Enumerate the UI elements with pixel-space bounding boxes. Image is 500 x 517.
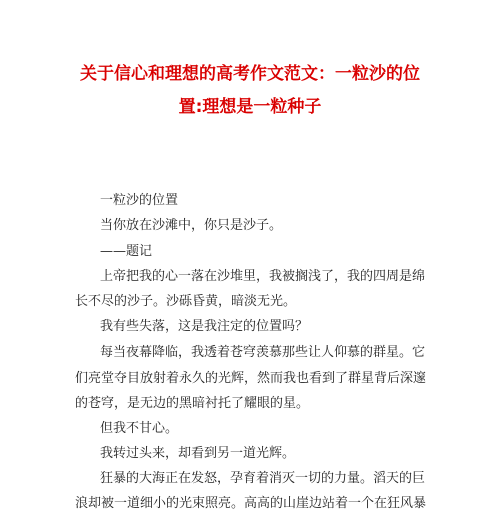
paragraph-line: 长不尽的沙子。沙砾昏黄，暗淡无光。 bbox=[75, 294, 297, 309]
paragraph-line: 浪却被一道细小的光束照亮。高高的山崖边站着一个在狂风暴 bbox=[75, 496, 427, 511]
paragraph-line: 但我不甘心。 bbox=[100, 421, 179, 436]
paragraph-line: 的苍穹，是无边的黑暗衬托了耀眼的星。 bbox=[75, 396, 310, 411]
paragraph-line: 每当夜幕降临，我透着苍穹羡慕那些让人仰慕的群星。它 bbox=[100, 345, 426, 360]
paragraph-line: 狂暴的大海正在发怒，孕育着消灭一切的力量。滔天的巨 bbox=[100, 471, 426, 486]
paragraph-line: 我有些失落，这是我注定的位置吗？ bbox=[100, 319, 309, 334]
paragraph-line: 们亮堂夺目放射着永久的光辉，然而我也看到了群星背后深邃 bbox=[75, 371, 427, 386]
paragraph-line: 当你放在沙滩中，你只是沙子。 bbox=[100, 218, 283, 233]
paragraph-line: 上帝把我的心一落在沙堆里，我被搁浅了，我的四周是绵 bbox=[100, 269, 426, 284]
paragraph-line: 我转过头来，却看到另一道光辉。 bbox=[100, 446, 296, 461]
document-title-line-2: 置:理想是一粒种子 bbox=[178, 97, 322, 117]
subtitle-line: 一粒沙的位置 bbox=[100, 193, 179, 208]
epigraph-attribution: ——题记 bbox=[100, 244, 153, 259]
document-title-line-1: 关于信心和理想的高考作文范文：一粒沙的位 bbox=[80, 64, 420, 84]
